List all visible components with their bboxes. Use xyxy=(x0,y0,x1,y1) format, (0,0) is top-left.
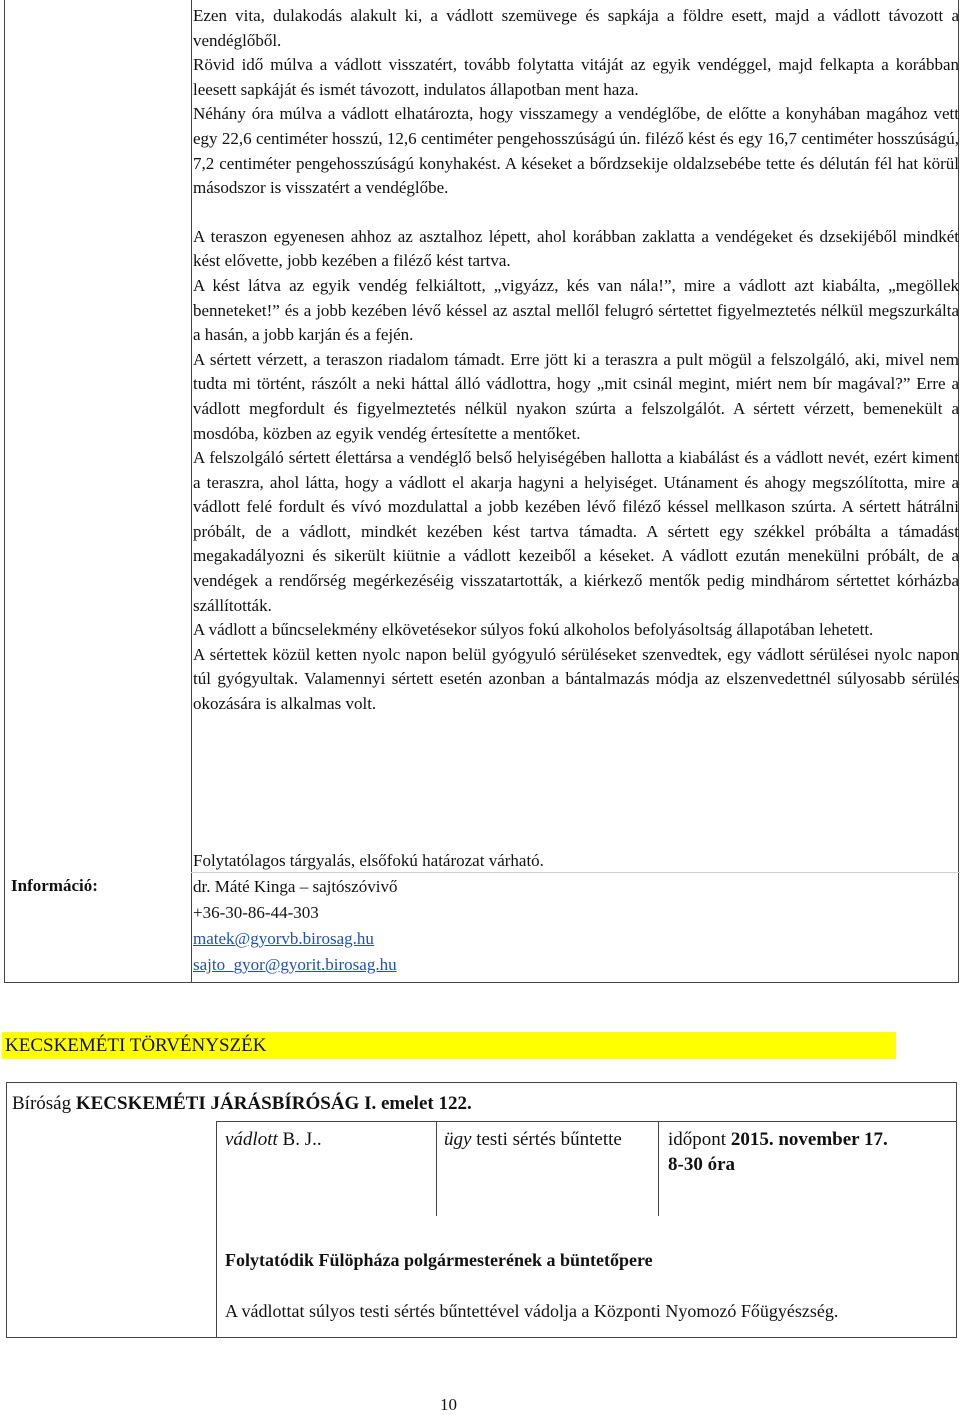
time-label: időpont xyxy=(668,1129,727,1150)
time-hour: 8-30 óra xyxy=(668,1154,736,1175)
info-label: Információ: xyxy=(11,876,98,895)
time-cell xyxy=(668,1127,948,1177)
court-header: KECSKEMÉTI TÖRVÉNYSZÉK xyxy=(2,1032,896,1059)
paragraph: Néhány óra múlva a vádlott elhatározta, hogy visszamegy a vendéglőbe, de előtte a konyhában magához vett egy 22,6 centiméter hosszú, 12,6 centiméter pengehosszúságú ún. filéző kést és egy 16,7 centiméter hosszúságú, 7,2 centiméter pengehosszúságú konyhakést. A késeket a bőrdzsekije oldalzsebébe tette és délután fél hat körül másodszor is visszatért a vendéglőbe. xyxy=(193,104,959,198)
paragraph: Rövid idő múlva a vádlott visszatért, tovább folytatta vitáját az egyik vendéggel, majd felkapta a korábban leesett sapkáját és ismét távozott, indulatos állapotban ment haza. xyxy=(193,55,959,99)
label-column xyxy=(5,0,192,982)
contact-name: dr. Máté Kinga – sajtószóvivő xyxy=(193,877,398,896)
paragraph-gap xyxy=(193,201,959,225)
contact-phone: +36-30-86-44-303 xyxy=(193,903,319,922)
case-value: testi sértés bűntette xyxy=(476,1129,622,1150)
paragraph: A sértett vérzett, a teraszon riadalom támadt. Erre jött ki a teraszra a pult mögül a felszolgáló, aki, mivel nem tudta mi történt, rászólt a neki háttal álló vádlottra, hogy „mit csinál megint, miért nem bír magával?” Erre a vádlott megfordult és figyelmeztetés nélkül nyakon szúrta a felszolgálót. A sértett vérzett, bemenekült a mosdóba, közben az egyik vendég értesítette a mentőket. xyxy=(193,349,959,443)
case-type-cell xyxy=(444,1127,622,1152)
time-date: 2015. november 17. xyxy=(730,1129,888,1150)
page-number: 10 xyxy=(440,1395,457,1414)
court-name: KECSKEMÉTI JÁRÁSBÍRÓSÁG I. emelet 122. xyxy=(75,1093,472,1114)
email-link-secondary[interactable]: sajto_gyor@gyorit.birosag.hu xyxy=(193,955,397,974)
paragraph: A felszolgáló sértett élettársa a vendéglő belső helyiségében hallotta a kiabálást és a vádlott nevét, ezért kiment a teraszra, ahol látta, hogy a vádlott el akarja hagyni a helyiséget. Utánament és ahogy megszólította, mire a vádlott felé fordult és vívó mozdulattal a jobb kezében lévő filéző késsel mellkason szúrta. A sértett hátrálni próbált, de a vádlott, mindkét kezében kést tartva támadta. A sértett egy székkel próbálta a támadást megakadályozni és sikerült kiütnie a vádlott kezeiből a késeket. A vádlott ezután menekülni próbált, de a vendégek a rendőrség megérkezéséig visszatartották, a kiérkező mentők pedig mindhárom sértettet kórházba szállították. xyxy=(193,448,959,615)
paragraph: A teraszon egyenesen ahhoz az asztalhoz lépett, ahol korábban zaklatta a vendégeket és dzsekijéből mindkét kést elővette, jobb kezében a filéző kést tartva. xyxy=(193,226,959,271)
case-title: Folytatódik Fülöpháza polgármesterének a büntetőpere xyxy=(225,1250,653,1270)
defendant-label: vádlott xyxy=(225,1129,278,1150)
case-label: ügy xyxy=(444,1129,472,1150)
case-body-text xyxy=(193,4,959,717)
column-divider xyxy=(436,1122,437,1216)
court-row xyxy=(12,1093,472,1115)
paragraph: A vádlott a bűncselekmény elkövetésekor súlyos fokú alkoholos befolyásoltság állapotában lehetett. xyxy=(193,620,874,640)
case-details xyxy=(216,1121,956,1337)
defendant-value: B. J.. xyxy=(282,1129,322,1150)
defendant-cell xyxy=(225,1127,322,1152)
court-prefix: Bíróság xyxy=(12,1093,72,1114)
email-link-primary[interactable]: matek@gyorvb.birosag.hu xyxy=(193,929,374,948)
paragraph: A kést látva az egyik vendég felkiáltott, „vigyázz, kés van nála!”, mire a vádlott azt kiabálta, „megöllek benneteket!” és a jobb kezében lévő késsel az asztal mellől felugró sértettet figyelmeztetés nélkül megszurkálta a hasán, a jobb karján és a fején. xyxy=(193,275,959,345)
contact-block xyxy=(193,848,959,978)
case-description: A vádlottat súlyos testi sértés bűntettével vádolja a Központi Nyomozó Főügyészség. xyxy=(225,1301,839,1321)
press-table xyxy=(4,0,959,983)
paragraph: Ezen vita, dulakodás alakult ki, a vádlott szemüvege és sapkája a földre esett, majd a vádlott távozott a vendéglőből. xyxy=(193,6,959,50)
column-divider xyxy=(658,1122,659,1216)
closing-note: Folytatólagos tárgyalás, elsőfokú határozat várható. xyxy=(193,851,544,870)
case-table xyxy=(6,1082,957,1338)
paragraph: A sértettek közül ketten nyolc napon belül gyógyuló sérüléseket szenvedtek, egy vádlott sérülései nyolc napon túl gyógyultak. Valamennyi sértett esetén azonban a bántalmazás módja az elszenvedettnél súlyosabb sérülés okozására is alkalmas volt. xyxy=(193,644,959,714)
